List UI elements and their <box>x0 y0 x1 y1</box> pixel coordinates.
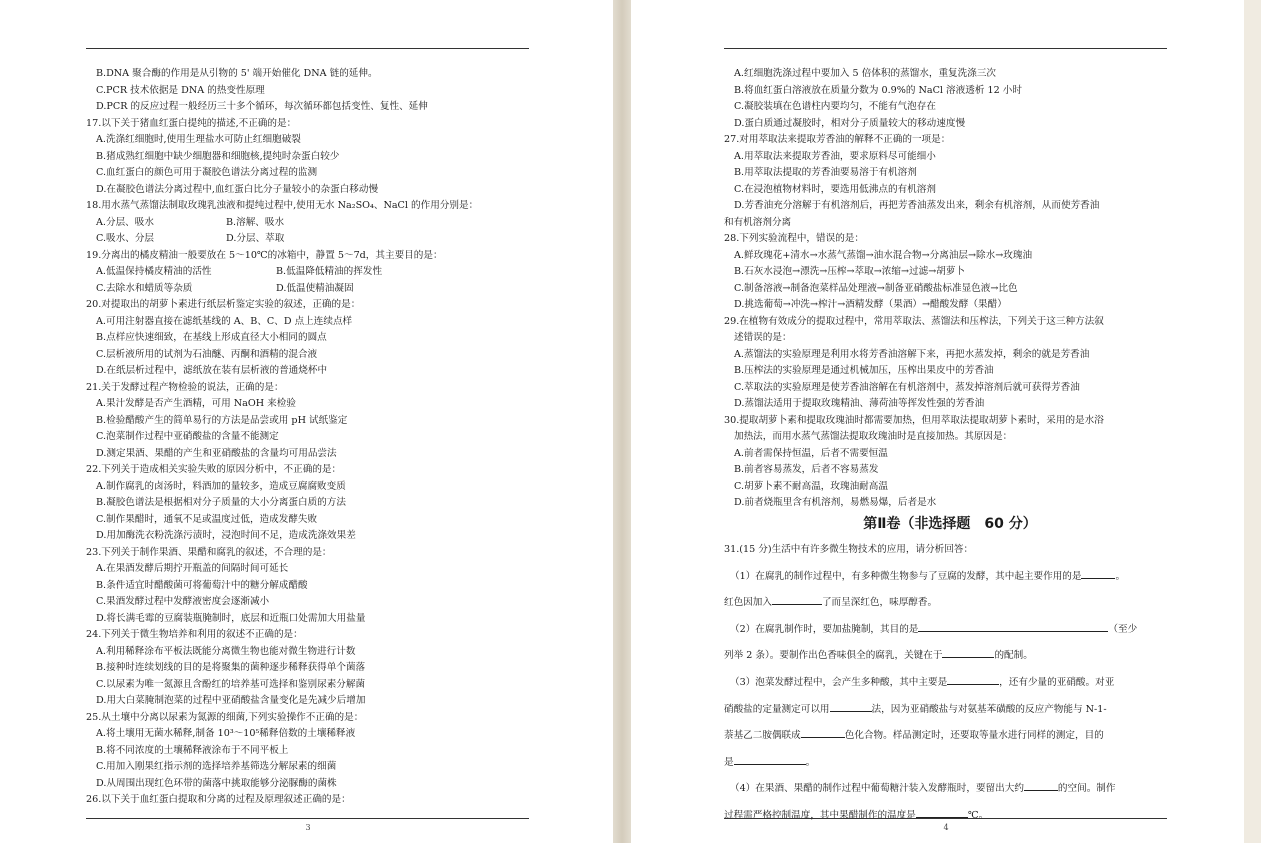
option-text: A.可用注射器直接在滤纸基线的 A、B、C、D 点上连续点样 <box>96 315 353 327</box>
question-stem: 24.下列关于微生物培养和利用的叙述不正确的是： <box>86 629 303 640</box>
q31-part2-line1 <box>724 617 1176 644</box>
option-text: C.果酒发酵过程中发酵液密度会逐渐减小 <box>96 596 270 607</box>
q31-text: 的配制。 <box>994 650 1033 662</box>
option-text: C.胡萝卜素不耐高温，玫瑰油耐高温 <box>734 480 888 492</box>
option-text: A.蒸馏法的实验原理是利用水将芳香油溶解下来，再把水蒸发掉，剩余的就是芳香油 <box>734 348 1090 360</box>
q31-text: 过程需严格控制温度，其中果醋制作的温度是 <box>724 809 916 821</box>
option-text: D.前者烧瓶里含有机溶剂，易燃易爆，后者是水 <box>734 497 937 508</box>
q31-text: 法，因为亚硝酸盐与对氨基苯磺酸的反应产物能与 N-1- <box>871 703 1107 715</box>
option-row <box>86 264 536 281</box>
q31-text: ，还有少量的亚硝酸。对亚 <box>999 676 1115 688</box>
question-stem: 18.用水蒸气蒸馏法制取玫瑰乳浊液和提纯过程中,使用无水 Na₂SO₄、NaCl 的作用分别是： <box>86 200 479 211</box>
q31-text: 。 <box>1115 570 1126 582</box>
q31-part3-line4 <box>724 750 1176 777</box>
header-rule <box>724 48 1167 49</box>
option-text: 加热法，而用水蒸气蒸馏法提取玫瑰油时是直接加热。其原因是： <box>734 431 1013 442</box>
q31-part4-line1 <box>724 776 1176 803</box>
q31-part2-line2 <box>724 643 1176 670</box>
q31-text: 列举 2 条）。要制作出色香味俱全的腐乳，关键在于 <box>724 650 943 662</box>
question-stem: 和有机溶剂分离 <box>724 216 792 228</box>
option-text: A.制作腐乳的卤汤时，料酒加的量较多，造成豆腐腐败变质 <box>96 480 346 492</box>
option-text: A.利用稀释涂布平板法既能分离微生物也能对微生物进行计数 <box>96 645 356 657</box>
answer-blank[interactable] <box>1081 569 1115 579</box>
option-text: D.从周围出现红色环带的菌落中挑取能够分泌脲酶的菌株 <box>96 777 337 789</box>
option-text: B.低温降低精油的挥发性 <box>276 266 383 277</box>
option-text: B.接种时连续划线的目的是将聚集的菌种逐步稀释获得单个菌落 <box>96 662 366 673</box>
option-text: D.蒸馏法适用于提取玫瑰精油、薄荷油等挥发性强的芳香油 <box>734 398 985 409</box>
q31-part3-line1 <box>724 670 1176 697</box>
option-text: C.去除水和蜡质等杂质 <box>96 282 193 294</box>
option-text: B.压榨法的实验原理是通过机械加压，压榨出果皮中的芳香油 <box>734 365 994 376</box>
option-text: D.用大白菜腌制泡菜的过程中亚硝酸盐含量变化是先减少后增加 <box>96 695 366 706</box>
option-text: D.用加酶洗衣粉洗涤污渍时，浸泡时间不足，造成洗涤效果差 <box>96 530 356 541</box>
option-text: B.前者容易蒸发，后者不容易蒸发 <box>734 464 879 475</box>
answer-blank[interactable] <box>918 622 1108 632</box>
q31-text: （3）泡菜发酵过程中，会产生多种酸，其中主要是 <box>730 676 948 688</box>
option-text: D.蛋白质通过凝胶时，相对分子质量较大的移动速度慢 <box>734 117 966 129</box>
q31-intro: 31.(15 分)生活中有许多微生物技术的应用，请分析回答： <box>724 544 974 555</box>
q31-text: 了而呈深红色，味厚醇香。 <box>821 597 938 609</box>
answer-blank[interactable] <box>801 728 845 738</box>
option-text: D.测定果酒、果醋的产生和亚硝酸盐的含量均可用品尝法 <box>96 447 337 459</box>
question-stem: 22.下列关于造成相关实验失败的原因分析中，不正确的是： <box>86 464 342 475</box>
answer-blank[interactable] <box>916 808 968 818</box>
option-text: C.泡菜制作过程中亚硝酸盐的含量不能测定 <box>96 431 279 442</box>
option-text: D.在凝胶色谱法分离过程中,血红蛋白比分子量较小的杂蛋白移动慢 <box>96 183 379 195</box>
option-text: B.溶解、吸水 <box>226 216 285 228</box>
option-text: C.制备溶液→制备泡菜样品处理液→制备亚硝酸盐标准显色液→比色 <box>734 282 1018 294</box>
question-stem: 23.下列关于制作果酒、果醋和腐乳的叙述，不合理的是： <box>86 546 332 558</box>
option-text: D.芳香油充分溶解于有机溶剂后，再把芳香油蒸发出来，剩余有机溶剂，从而使芳香油 <box>734 200 1100 211</box>
q31-text: （至少 <box>1108 623 1138 635</box>
option-text: D.将长满毛霉的豆腐装瓶腌制时，底层和近瓶口处需加大用盐量 <box>96 612 366 624</box>
option-text: D.在纸层析过程中，滤纸放在装有层析液的普通烧杯中 <box>96 365 328 376</box>
q31-text: 萘基乙二胺偶联成 <box>724 730 801 742</box>
option-text: B.将血红蛋白溶液放在质量分数为 0.9%的 NaCl 溶液透析 12 小时 <box>734 84 1022 96</box>
question-stem: 26.以下关于血红蛋白提取和分离的过程及原理叙述正确的是： <box>86 794 351 805</box>
option-text: B.点样应快速细致，在基线上形成直径大小相同的圆点 <box>96 332 327 343</box>
q31-part3-line2 <box>724 697 1176 724</box>
page-number: 4 <box>943 823 949 832</box>
question-stem: 17.以下关于猪血红蛋白提纯的描述,不正确的是： <box>86 117 297 129</box>
option-text: A.分层、吸水 <box>96 216 154 228</box>
page-gutter <box>613 0 631 843</box>
option-text: B.猪成熟红细胞中缺少细胞器和细胞核,提纯时杂蛋白较少 <box>96 150 340 162</box>
option-text: C.萃取法的实验原理是使芳香油溶解在有机溶剂中，蒸发掉溶剂后就可获得芳香油 <box>734 381 1080 393</box>
option-row <box>86 281 536 298</box>
left-questions <box>86 66 536 809</box>
question-stem: 21.关于发酵过程产物检验的说法，正确的是： <box>86 381 284 393</box>
page-number: 3 <box>305 823 311 832</box>
answer-blank[interactable] <box>947 675 999 685</box>
q31-text: （2）在腐乳制作时，要加盐腌制，其目的是 <box>730 623 919 635</box>
option-text: A.在果酒发酵后期拧开瓶盖的间隔时间可延长 <box>96 563 289 574</box>
option-text: A.红细胞洗涤过程中要加入 5 倍体积的蒸馏水，重复洗涤三次 <box>734 68 997 79</box>
header-rule <box>86 48 529 49</box>
option-text: B.条件适宜时醋酸菌可将葡萄汁中的糖分解成醋酸 <box>96 579 308 591</box>
q31-text: （1）在腐乳的制作过程中，有多种微生物参与了豆腐的发酵，其中起主要作用的是 <box>730 570 1082 582</box>
option-text: B.用萃取法提取的芳香油要易溶于有机溶剂 <box>734 167 917 178</box>
q31-text: 。 <box>805 756 816 768</box>
option-text: C.吸水、分层 <box>96 233 155 244</box>
option-text: A.洗涤红细胞时,使用生理盐水可防止红细胞破裂 <box>96 134 301 145</box>
question-stem: 27.对用萃取法来提取芳香油的解释不正确的一项是： <box>724 134 951 145</box>
q31-text: 硝酸盐的定量测定可以用 <box>724 703 830 715</box>
answer-blank[interactable] <box>772 595 822 605</box>
option-text: A.低温保持橘皮精油的活性 <box>96 266 212 277</box>
option-text: C.制作果醋时，通氧不足或温度过低，造成发酵失败 <box>96 513 318 525</box>
question-stem: 20.对提取出的胡萝卜素进行纸层析鉴定实验的叙述，正确的是： <box>86 299 361 310</box>
q31-text: 是 <box>724 756 734 768</box>
option-text: D.PCR 的反应过程一般经历三十多个循环，每次循环都包括变性、复性、延伸 <box>96 101 428 112</box>
section-two <box>724 512 1176 830</box>
option-text: A.鲜玫瑰花+清水→水蒸气蒸馏→油水混合物→分离油层→除水→玫瑰油 <box>734 249 1033 261</box>
footer-rule <box>724 818 1167 819</box>
answer-blank[interactable] <box>942 648 994 658</box>
option-text: D.低温使精油凝固 <box>276 282 354 294</box>
answer-blank[interactable] <box>830 702 872 712</box>
q31-part3-line3 <box>724 723 1176 750</box>
option-text: C.血红蛋白的颜色可用于凝胶色谱法分离过程的监测 <box>96 167 318 178</box>
question-stem: 29.在植物有效成分的提取过程中，常用萃取法、蒸馏法和压榨法，下列关于这三种方法叙 <box>724 315 1104 327</box>
q31-part1-line1 <box>724 564 1176 591</box>
q31-text: 红色因加入 <box>724 597 772 609</box>
right-questions <box>724 66 1176 512</box>
q31-text: 的空间。制作 <box>1057 783 1116 795</box>
question-stem: 19.分离出的橘皮精油一般要放在 5～10℃的冰箱中，静置 5～7d，其主要目的是： <box>86 249 443 261</box>
answer-blank[interactable] <box>734 755 806 765</box>
option-row <box>86 215 536 232</box>
section-title: 第Ⅱ卷（非选择题 60 分） <box>863 516 1037 532</box>
option-text: A.前者需保持恒温，后者不需要恒温 <box>734 447 888 459</box>
option-text: B.检验醋酸产生的简单易行的方法是品尝或用 pH 试纸鉴定 <box>96 414 348 426</box>
option-text: C.用加入刚果红指示剂的选择培养基筛选分解尿素的细菌 <box>96 761 337 772</box>
option-text: A.将土壤用无菌水稀释,制备 10³～10⁵稀释倍数的土壤稀释液 <box>96 728 356 739</box>
option-text: B.凝胶色谱法是根据相对分子质量的大小分离蛋白质的方法 <box>96 497 346 508</box>
option-text: B.DNA 聚合酶的作用是从引物的 5' 端开始催化 DNA 链的延伸。 <box>96 68 378 79</box>
option-text: D.分层、萃取 <box>226 233 285 244</box>
option-text: A.果汁发酵是否产生酒精，可用 NaOH 来检验 <box>96 398 296 409</box>
answer-blank[interactable] <box>1024 781 1058 791</box>
question-stem: 30.提取胡萝卜素和提取玫瑰油时都需要加热，但用萃取法提取胡萝卜素时，采用的是水浴 <box>724 414 1104 426</box>
question-stem: 28.下列实验流程中，错误的是： <box>724 233 864 244</box>
option-text: B.将不同浓度的土壤稀释液涂布于不同平板上 <box>96 744 289 756</box>
option-text: D.挑选葡萄→冲洗→榨汁→酒精发酵（果酒）→醋酸发酵（果醋） <box>734 299 1007 310</box>
option-row <box>86 231 536 248</box>
option-text: A.用萃取法来提取芳香油，要求原料尽可能细小 <box>734 150 936 162</box>
footer-rule <box>86 818 529 819</box>
option-text: C.在浸泡植物材料时，要选用低沸点的有机溶剂 <box>734 183 936 195</box>
page-left <box>0 0 613 843</box>
option-text: C.层析液所用的试剂为石油醚、丙酮和酒精的混合液 <box>96 348 318 360</box>
option-text: C.以尿素为唯一氮源且含酚红的培养基可选择和鉴别尿素分解菌 <box>96 678 366 690</box>
option-text: C.PCR 技术依据是 DNA 的热变性原理 <box>96 84 265 96</box>
q31-text: ℃。 <box>967 809 989 821</box>
option-text: C.凝胶装填在色谱柱内要均匀，不能有气泡存在 <box>734 101 936 112</box>
q31-text: 色化合物。样品测定时，还要取等量水进行同样的测定，目的 <box>844 730 1104 742</box>
q31-part1-line2 <box>724 590 1176 617</box>
q31-text: （4）在果酒、果醋的制作过程中葡萄糖汁装入发酵瓶时，要留出大约 <box>730 783 1024 795</box>
option-text: 述错误的是： <box>734 332 792 343</box>
option-text: B.石灰水浸泡→漂洗→压榨→萃取→浓缩→过滤→胡萝卜 <box>734 266 966 277</box>
page-right <box>631 0 1244 843</box>
question-stem: 25.从土壤中分离以尿素为氮源的细菌,下列实验操作不正确的是： <box>86 711 364 723</box>
